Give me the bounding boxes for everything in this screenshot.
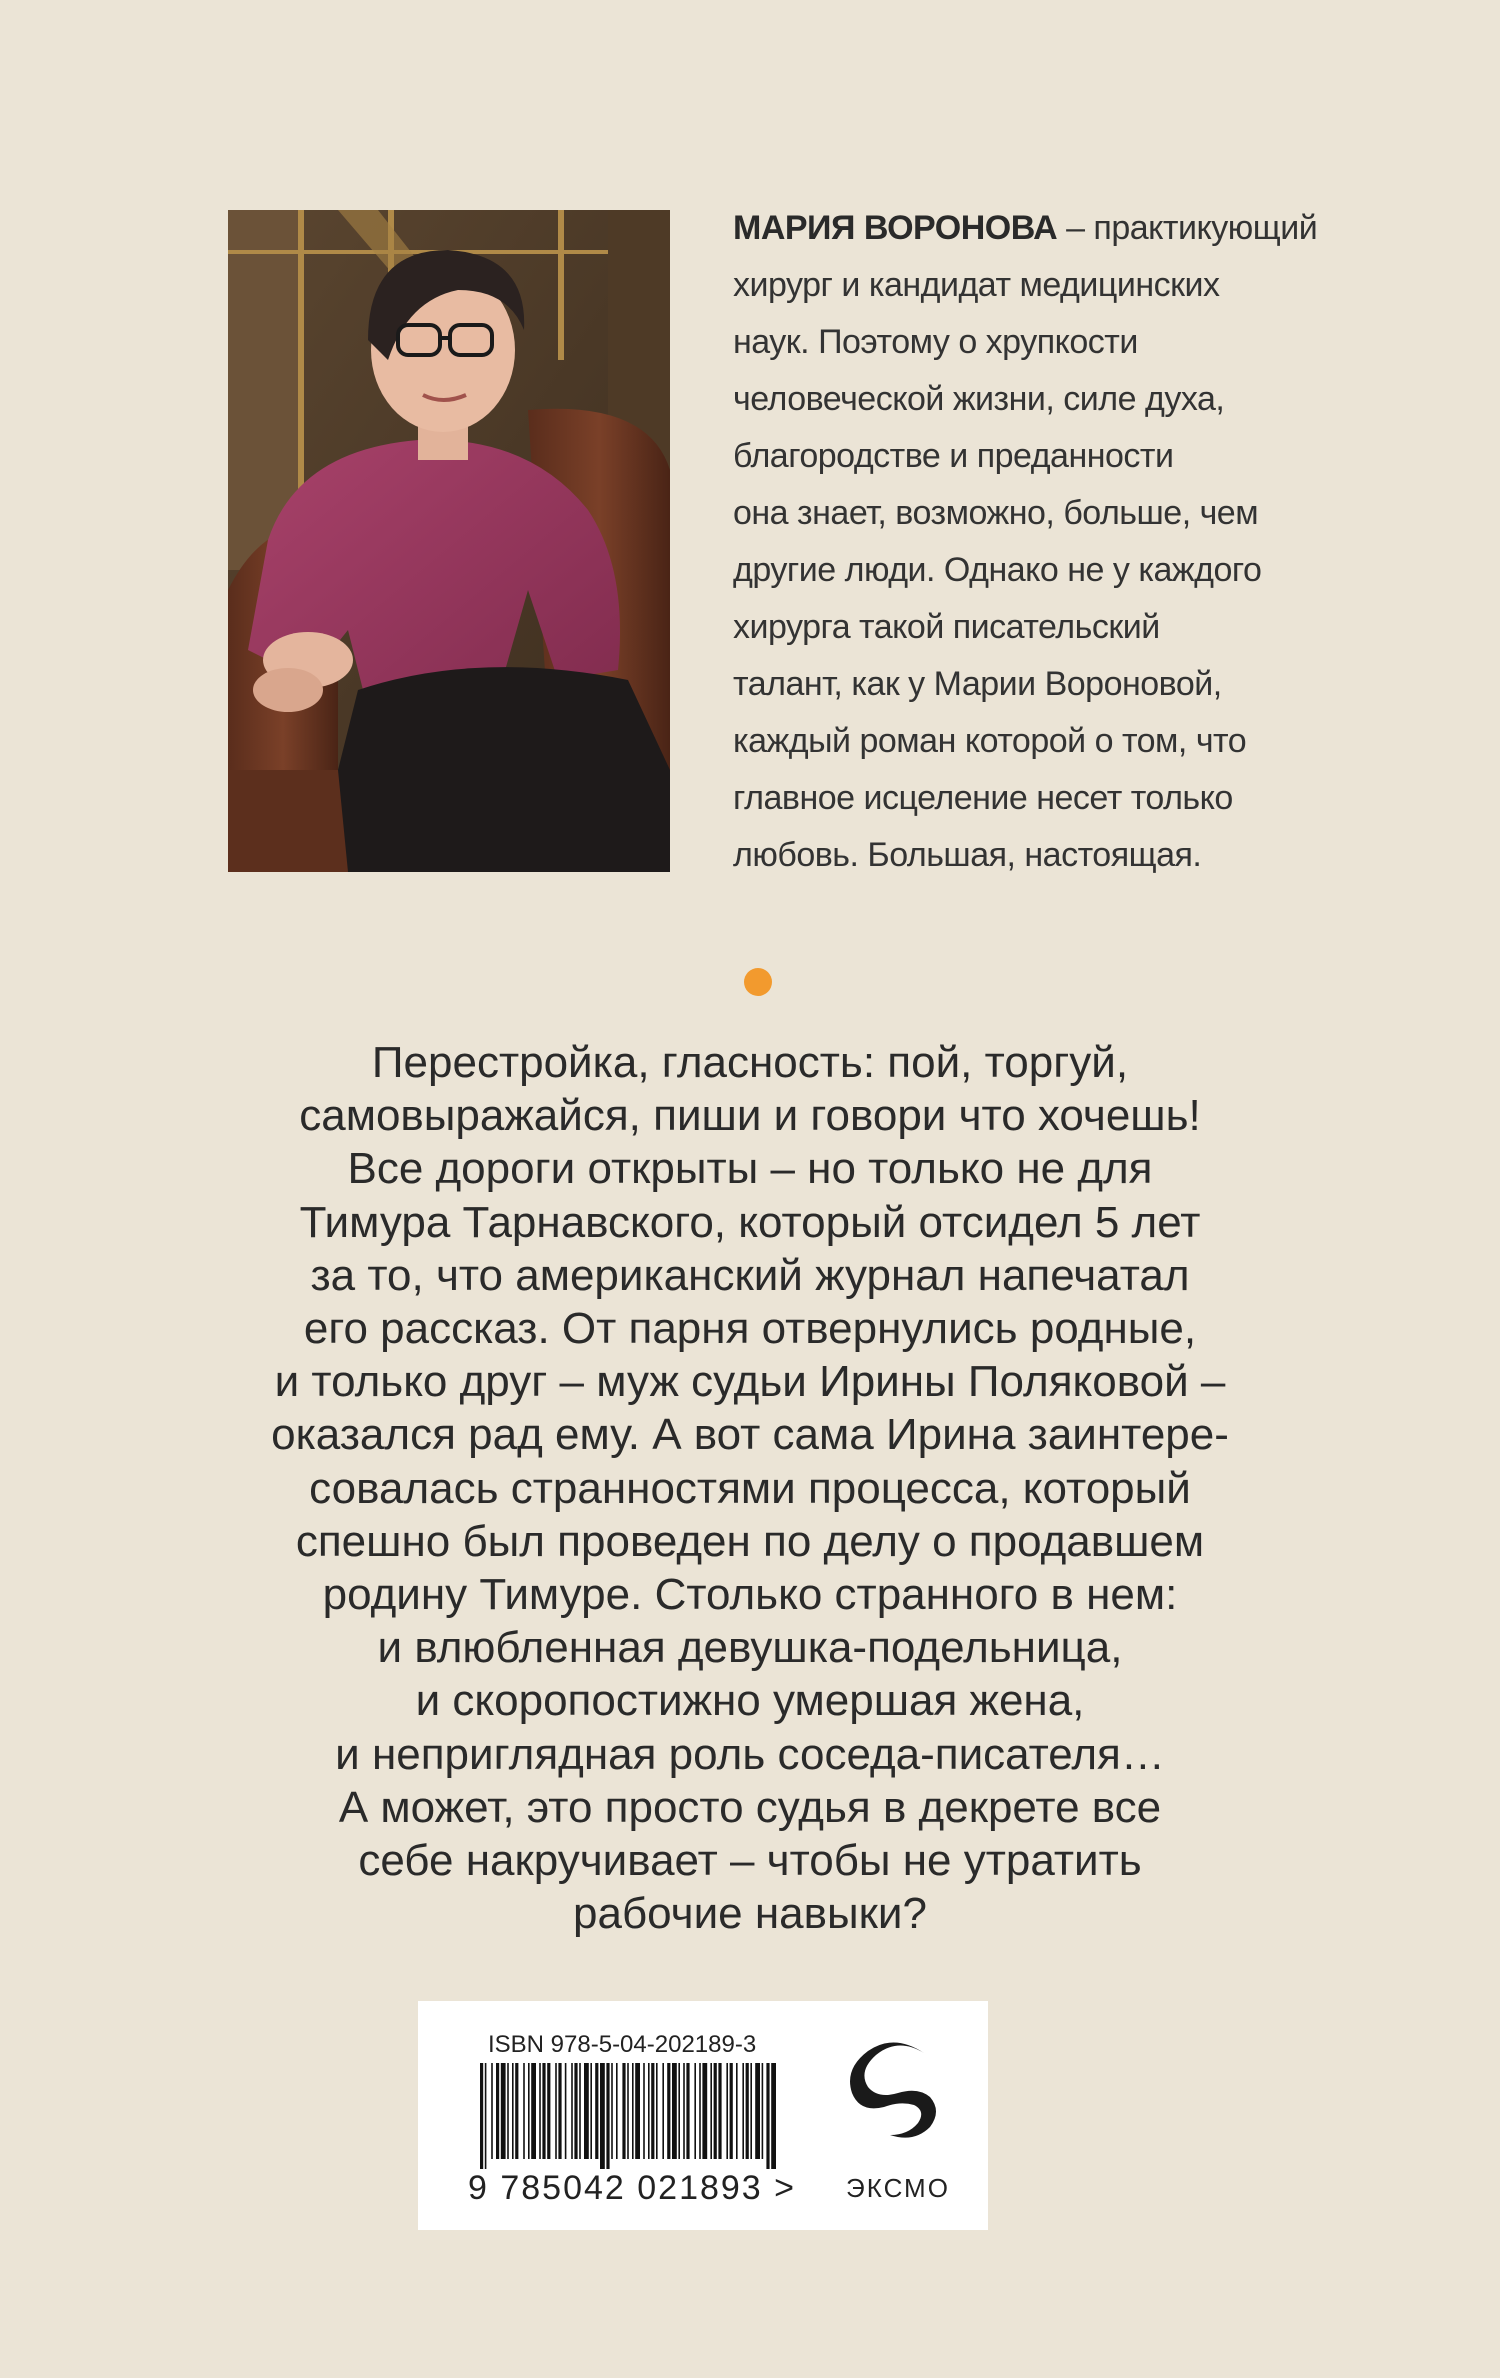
blurb-line: Тимура Тарнавского, который отсидел 5 лет [299, 1197, 1201, 1247]
bio-line: она знает, возможно, больше, чем [733, 494, 1259, 532]
bio-line: наук. Поэтому о хрупкости [733, 323, 1138, 361]
bio-line: хирург и кандидат медицинских [733, 266, 1220, 304]
blurb-line: А может, это просто судья в декрете все [338, 1782, 1162, 1832]
orange-dot-divider [744, 968, 772, 996]
barcode-bar [678, 2063, 680, 2159]
bio-line: другие люди. Однако не у каждого [733, 551, 1262, 589]
barcode-bar [584, 2063, 589, 2159]
barcode-bar [702, 2063, 707, 2159]
barcode-bar [667, 2063, 670, 2159]
barcode-bar [736, 2063, 738, 2159]
barcode-bar [507, 2063, 509, 2159]
barcode-bar [694, 2063, 696, 2159]
barcode-bar [574, 2063, 577, 2159]
bio-line: любовь. Большая, настоящая. [733, 836, 1202, 874]
barcode-bar [611, 2063, 613, 2159]
blurb-line: Все дороги открыты – но только не для [347, 1144, 1153, 1194]
barcode-bar [755, 2063, 760, 2159]
barcode-bar [600, 2063, 605, 2169]
barcode-bar [480, 2063, 483, 2169]
barcode-bar [710, 2063, 712, 2159]
barcode-bar [571, 2063, 573, 2159]
barcode-bar [656, 2063, 658, 2159]
barcode-bar [606, 2063, 609, 2169]
barcode-bar [726, 2063, 728, 2159]
publisher-name: ЭКСМО [846, 2173, 950, 2203]
blurb-line: совалась странностями процесса, который [309, 1463, 1191, 1513]
barcode-bar [515, 2063, 518, 2159]
barcode-bar [616, 2063, 618, 2159]
bio-line: каждый роман которой о том, что [733, 722, 1247, 760]
blurb-line: Перестройка, гласность: пой, торгуй, [371, 1038, 1129, 1087]
barcode-bar [501, 2063, 506, 2159]
barcode-bar [485, 2063, 487, 2169]
isbn-label: ISBN 978-5-04-202189-3 [488, 2031, 757, 2058]
bio-line-first [733, 200, 1318, 257]
barcode-bar [531, 2063, 536, 2159]
barcode-bar [742, 2063, 744, 2159]
barcode-bar [539, 2063, 541, 2159]
barcode-bar [648, 2063, 650, 2159]
blurb-line: родину Тимуре. Столько странного в нем: [322, 1570, 1178, 1620]
barcode-bar [699, 2063, 701, 2159]
barcode-bar [686, 2063, 689, 2159]
barcode-bar [750, 2063, 752, 2159]
barcode-bar [746, 2063, 749, 2159]
author-portrait-image [228, 210, 670, 872]
barcode-panel [418, 2001, 988, 2230]
blurb-line: и только друг – муж судьи Ирины Поляковой – [274, 1357, 1226, 1407]
eksmo-logo-icon [838, 2035, 958, 2145]
author-name: МАРИЯ ВОРОНОВА [733, 209, 1058, 247]
blurb-line: и скоропостижно умершая жена, [415, 1676, 1085, 1726]
blurb-line: спешно был проведен по делу о продавшем [295, 1516, 1205, 1566]
barcode-bar [714, 2063, 717, 2159]
barcode-bar [590, 2063, 592, 2159]
blurb-line: самовыражайся, пиши и говори что хочешь! [299, 1091, 1201, 1141]
blurb-line: рабочие навыки? [573, 1889, 927, 1939]
blurb-line: его рассказ. От парня отвернулись родные, [303, 1304, 1197, 1354]
bio-first-rest: – практикующий [1057, 209, 1318, 247]
barcode-bar [622, 2063, 625, 2159]
bio-line: хирурга такой писательский [733, 608, 1160, 646]
bio-line: главное исцеление несет только [733, 779, 1233, 817]
barcode-bar [512, 2063, 514, 2159]
barcode-bar [496, 2063, 499, 2159]
barcode-bars-icon [480, 2063, 780, 2169]
barcode-bar [643, 2063, 645, 2159]
barcode-bar [651, 2063, 654, 2159]
barcode-bar [718, 2063, 721, 2159]
barcode-bar [528, 2063, 530, 2159]
barcode-bar [558, 2063, 561, 2159]
bio-line: благородстве и преданности [733, 437, 1174, 475]
author-bio [733, 200, 1318, 884]
blurb-line: за то, что американский журнал напечатал [310, 1250, 1190, 1300]
barcode-bar [771, 2063, 776, 2169]
barcode-bar [672, 2063, 677, 2159]
barcode-bar [683, 2063, 685, 2159]
bio-line: человеческой жизни, силе духа, [733, 380, 1225, 418]
barcode-bar [762, 2063, 764, 2159]
blurb-line: себе накручивает – чтобы не утратить [358, 1836, 1142, 1886]
book-blurb [100, 1036, 1400, 1940]
barcode-bar [542, 2063, 545, 2159]
barcode-bar [491, 2063, 493, 2159]
barcode-bar [523, 2063, 525, 2159]
author-photo [228, 210, 670, 872]
barcode-bar [632, 2063, 634, 2159]
blurb-line: и влюбленная девушка-подельница, [377, 1623, 1123, 1673]
barcode-bar [547, 2063, 550, 2159]
barcode-bar [766, 2063, 769, 2169]
blurb-line: оказался рад ему. А вот сама Ирина заинтере- [271, 1410, 1229, 1460]
barcode-bar [565, 2063, 567, 2159]
barcode-bar [595, 2063, 598, 2159]
barcode-bar [627, 2063, 629, 2159]
barcode-digits: 9 785042 021893 > [468, 2169, 797, 2207]
barcode-bar [730, 2063, 733, 2159]
blurb-line: и неприглядная роль соседа-писателя… [335, 1729, 1165, 1779]
barcode-bar [555, 2063, 557, 2159]
bio-line: талант, как у Марии Вороновой, [733, 665, 1222, 703]
barcode-bar [579, 2063, 581, 2159]
barcode-bar [662, 2063, 664, 2159]
barcode-bar [635, 2063, 640, 2159]
